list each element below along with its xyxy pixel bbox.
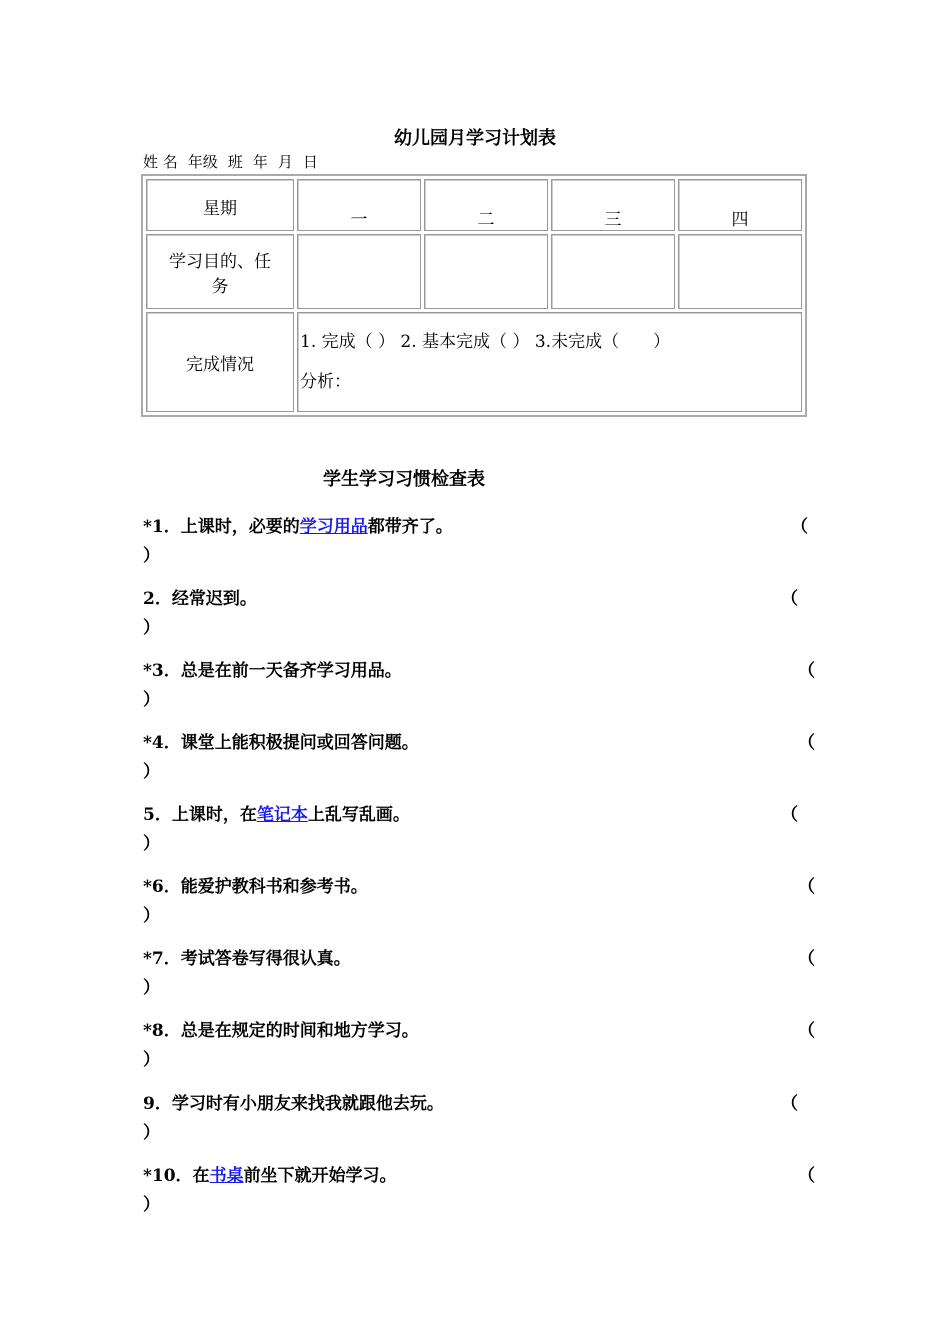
list-item (143, 728, 813, 782)
item-text (143, 944, 813, 969)
list-item (143, 800, 813, 854)
plan-title: 幼儿园月学习计划表 (394, 128, 556, 149)
item-prefix: *10．在 (143, 1166, 210, 1186)
list-item (143, 584, 813, 638)
answer-open-paren[interactable]: （ (781, 589, 798, 609)
table-row (146, 234, 802, 309)
answer-close-paren[interactable]: ） (143, 1050, 160, 1070)
header-fields (143, 151, 328, 172)
day-cell: 四 (678, 179, 802, 231)
list-item (143, 512, 813, 566)
item-prefix: *1．上课时，必要的 (143, 517, 300, 537)
goal-cell[interactable] (297, 234, 421, 309)
item-suffix: 前坐下就开始学习。 (243, 1166, 397, 1186)
item-suffix: 上乱写乱画。 (307, 805, 410, 825)
list-item (143, 1161, 813, 1215)
answer-close-paren[interactable]: ） (143, 546, 160, 566)
table-row (146, 179, 802, 231)
list-item (143, 944, 813, 998)
goal-cell[interactable] (424, 234, 548, 309)
item-text (143, 800, 813, 825)
day-cell: 二 (424, 179, 548, 231)
grade-field-label: 年级 (187, 153, 218, 171)
item-prefix: *6．能爱护教科书和参考书。 (143, 877, 368, 897)
answer-open-paren[interactable]: （ (781, 805, 798, 825)
list-item (143, 656, 813, 710)
completion-label: 完成情况 (146, 312, 294, 412)
item-prefix: *8．总是在规定的时间和地方学习。 (143, 1021, 419, 1041)
item-prefix: 2．经常迟到。 (143, 589, 257, 609)
item-prefix: *4．课堂上能积极提问或回答问题。 (143, 733, 419, 753)
answer-open-paren[interactable]: （ (781, 1094, 798, 1114)
table-row (146, 312, 802, 412)
answer-open-paren[interactable]: （ (798, 949, 815, 969)
list-item (143, 872, 813, 926)
name-field-label: 姓 名 (143, 153, 178, 171)
answer-open-paren[interactable]: （ (798, 661, 815, 681)
answer-close-paren[interactable]: ） (143, 1195, 160, 1215)
weekday-label: 星期 (146, 179, 294, 231)
day-field-label: 日 (302, 153, 318, 171)
analysis-label: 分析： (300, 372, 351, 392)
item-prefix: 9．学习时有小朋友来找我就跟他去玩。 (143, 1094, 444, 1114)
answer-open-paren[interactable]: （ (798, 877, 815, 897)
item-prefix: *7．考试答卷写得很认真。 (143, 949, 351, 969)
day-cell: 一 (297, 179, 421, 231)
answer-open-paren[interactable]: （ (798, 1166, 815, 1186)
answer-close-paren[interactable]: ） (143, 618, 160, 638)
goal-cell[interactable] (551, 234, 675, 309)
completion-options: 1. 完成（ ） 2. 基本完成（ ） 3.未完成（ ） (300, 331, 671, 352)
year-field-label: 年 (252, 153, 268, 171)
goals-label: 学习目的、任务 (146, 234, 294, 309)
completion-cell (297, 312, 802, 412)
item-text (143, 512, 813, 537)
habit-check-title: 学生学习习惯检查表 (323, 469, 485, 490)
goal-cell[interactable] (678, 234, 802, 309)
list-item (143, 1016, 813, 1070)
class-field-label: 班 (227, 153, 243, 171)
study-plan-table (141, 174, 807, 417)
item-text (143, 584, 813, 609)
answer-open-paren[interactable]: （ (798, 1021, 815, 1041)
item-text (143, 728, 813, 753)
item-text (143, 1161, 813, 1186)
item-text (143, 872, 813, 897)
answer-close-paren[interactable]: ） (143, 690, 160, 710)
item-text (143, 1089, 813, 1114)
item-link[interactable]: 笔记本 (256, 805, 308, 825)
answer-open-paren[interactable]: （ (798, 733, 815, 753)
item-suffix: 都带齐了。 (367, 517, 453, 537)
answer-close-paren[interactable]: ） (143, 1123, 160, 1143)
answer-close-paren[interactable]: ） (143, 978, 160, 998)
month-field-label: 月 (277, 153, 293, 171)
item-prefix: *3．总是在前一天备齐学习用品。 (143, 661, 402, 681)
answer-open-paren[interactable]: （ (791, 517, 808, 537)
list-item (143, 1089, 813, 1143)
day-cell: 三 (551, 179, 675, 231)
answer-close-paren[interactable]: ） (143, 834, 160, 854)
answer-close-paren[interactable]: ） (143, 762, 160, 782)
item-text (143, 656, 813, 681)
item-text (143, 1016, 813, 1041)
answer-close-paren[interactable]: ） (143, 906, 160, 926)
item-link[interactable]: 书桌 (209, 1166, 244, 1186)
item-prefix: 5．上课时，在 (143, 805, 257, 825)
item-link[interactable]: 学习用品 (299, 517, 368, 537)
